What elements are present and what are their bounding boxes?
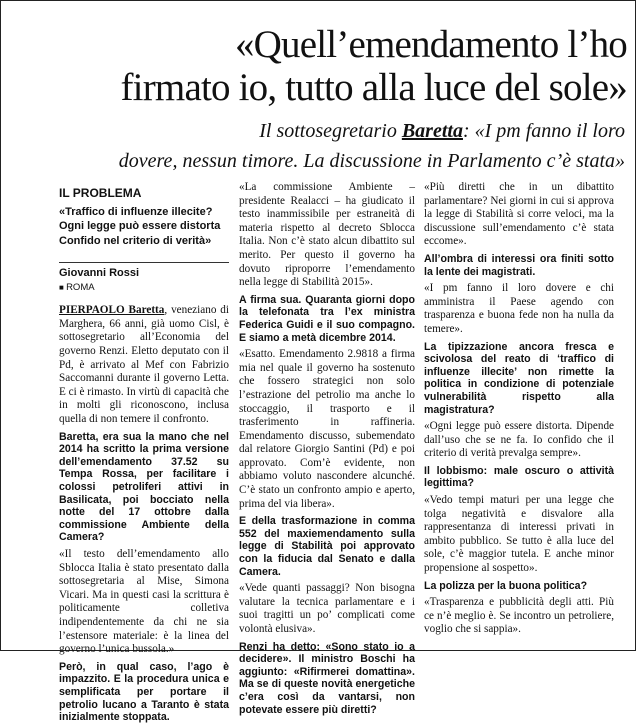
headline-line-1: «Quell’emendamento l’ho [234, 23, 627, 66]
answer-3: «Esatto. Emendamento 2.9818 a firma mia nel quale il governo ha sostenuto che fossero strategici non solo l’estrazione del petrolio ma anche lo stoccaggio, il trasporto e il trasferimento in raffineria. Emendamento discusso, subemendato dal relatore Giorgio Santini (Pd) e poi approvato. Com’è evidente, non abbiamo voluto nascondere alcunché. C’è stato un confronto ampio e aperto, prima del via libera». [239, 348, 415, 510]
answer-9: «Trasparenza e pubblicità degli atti. Più ce n’è meglio è. Se incontro un petroliere, voglio che si sappia». [424, 596, 614, 636]
lead-name: PIERPAOLO Baretta [59, 304, 165, 317]
subheadline-line-1 [259, 120, 625, 142]
answer-2: «La commissione Ambiente – presidente Realacci – ha giudicato il testo inammissibile per estraneità di materia rispetto al decreto Sblocca Italia. Non c’è stato alcun dibattito sul merito. Per questo il governo ha dovuto riproporre l’emendamento nella legge di Stabilità 2015». [239, 181, 415, 289]
question-7: La tipizzazione ancora fresca e scivolosa del reato di ‘traffico di influenze illecite’ non rimette la politica in condizione di potenziale vulnerabilità rispetto alla magistratura? [424, 340, 614, 416]
answer-1: «Il testo dell’emendamento allo Sblocca Italia è stato presentato dalla sottosegretaria al Mise, Simona Vicari. Ma in questi casi la scrittura è politicamente colletiva indipendentemente da chi ne sia l’estensore materiale: è la linea del governo l’unica bussola.» [59, 547, 229, 656]
answer-5: «Più diretti che in un dibattito parlamentare? Nei giorni in cui si approva la legge di Stabilità si corre veloci, ma la discussione sull’emendamento c’è stata eccome». [424, 181, 614, 248]
answer-8: «Vedo tempi maturi per una legge che tolga negatività e disvalore alla rappresentanza di interessi privati in ambito pubblico. Se tutto è alla luce del sole, c’è maggior tutela. E anche minor propensione al sospetto». [424, 494, 614, 575]
subheadline-name: Baretta [401, 120, 463, 142]
author-byline: Giovanni Rossi [59, 262, 229, 281]
answer-7: «Ogni legge può essere distorta. Dipende dall’uso che se ne fa. Io confido che il criterio di verità prevalga sempre». [424, 420, 614, 460]
subheadline-quote-start: : «I pm fanno il loro [462, 120, 625, 142]
question-9: La polizza per la buona politica? [424, 579, 588, 592]
question-3: A firma sua. Quaranta giorni dopo la telefonata tra l’ex ministra Federica Guidi e il suo compagno. E siamo a metà dicembre 2014. [239, 293, 415, 344]
question-5: Renzi ha detto: «Sono stato io a deciderе». Il ministro Boschi ha aggiunto: «Rifirmerei domattina». Ma se di queste novità energetiche c’era così da vantarsi, non potevate essere più diretti? [239, 640, 415, 716]
dateline: ■ ROMA [59, 281, 229, 295]
problem-text: «Traffico di influenze illecite? Ogni legge può essere distorta Confido nel criterio di verità» [59, 205, 221, 247]
lead-text: , veneziano di Marghera, 66 anni, già uomo Cisl, è sottosegretario all’Economia del governo Renzi. Eletto deputato con il Pd, è arrivato al Mef con Fabrizio Saccomanni durante il governo Letta. E ci è rimasto. In virtù di capacità che in molti gli riconoscono, inclusa quella di non temere il confronto. [59, 304, 229, 426]
question-2: Però, in qual caso, l’ago è impazzito. E la procedura unica e semplificata per portare il petrolio lucano a Taranto è stata inizialmente stoppata. [59, 660, 229, 724]
subheadline-line-2: dovere, nessun timore. La discussione in Parlamento c’è stata» [118, 150, 625, 172]
subheadline-prefix: Il sottosegretario [259, 120, 402, 142]
question-6: All’ombra di interessi ora finiti sotto la lente dei magistrati. [424, 252, 614, 278]
lead-paragraph [59, 304, 229, 426]
answer-6: «I pm fanno il loro dovere e chi amministra il Paese agendo con trasparenza e buona fede non ha nulla da temere». [424, 282, 614, 335]
question-8: Il lobbismo: male oscuro o attività legittima? [424, 464, 614, 490]
article-column-1 [59, 181, 229, 724]
article-column-2 [239, 181, 415, 716]
problem-title: IL PROBLEMA [59, 186, 142, 200]
question-1: Baretta, era sua la mano che nel 2014 ha scritto la prima versione dell’emendamento 37.52 su Tempa Rossa, per facilitare i colossi petroliferi attivi in Basilicata, poi bocciato nella notte del 17 ottobre dalla commissione Ambiente della Camera? [59, 430, 229, 544]
headline-line-2: firmato io, tutto alla luce del sole» [120, 66, 627, 109]
article-column-3 [424, 181, 614, 648]
question-4: E della trasformazione in comma 552 del maxiemendamento sulla legge di Stabilità poi approvato con la fiducia dal Senato e dalla Camera. [239, 515, 415, 578]
answer-4: «Vede quanti passaggi? Non bisogna valutare la tecnica parlamentare e i suoi tragitti un po’ complicati come volontà elusiva». [239, 582, 415, 635]
